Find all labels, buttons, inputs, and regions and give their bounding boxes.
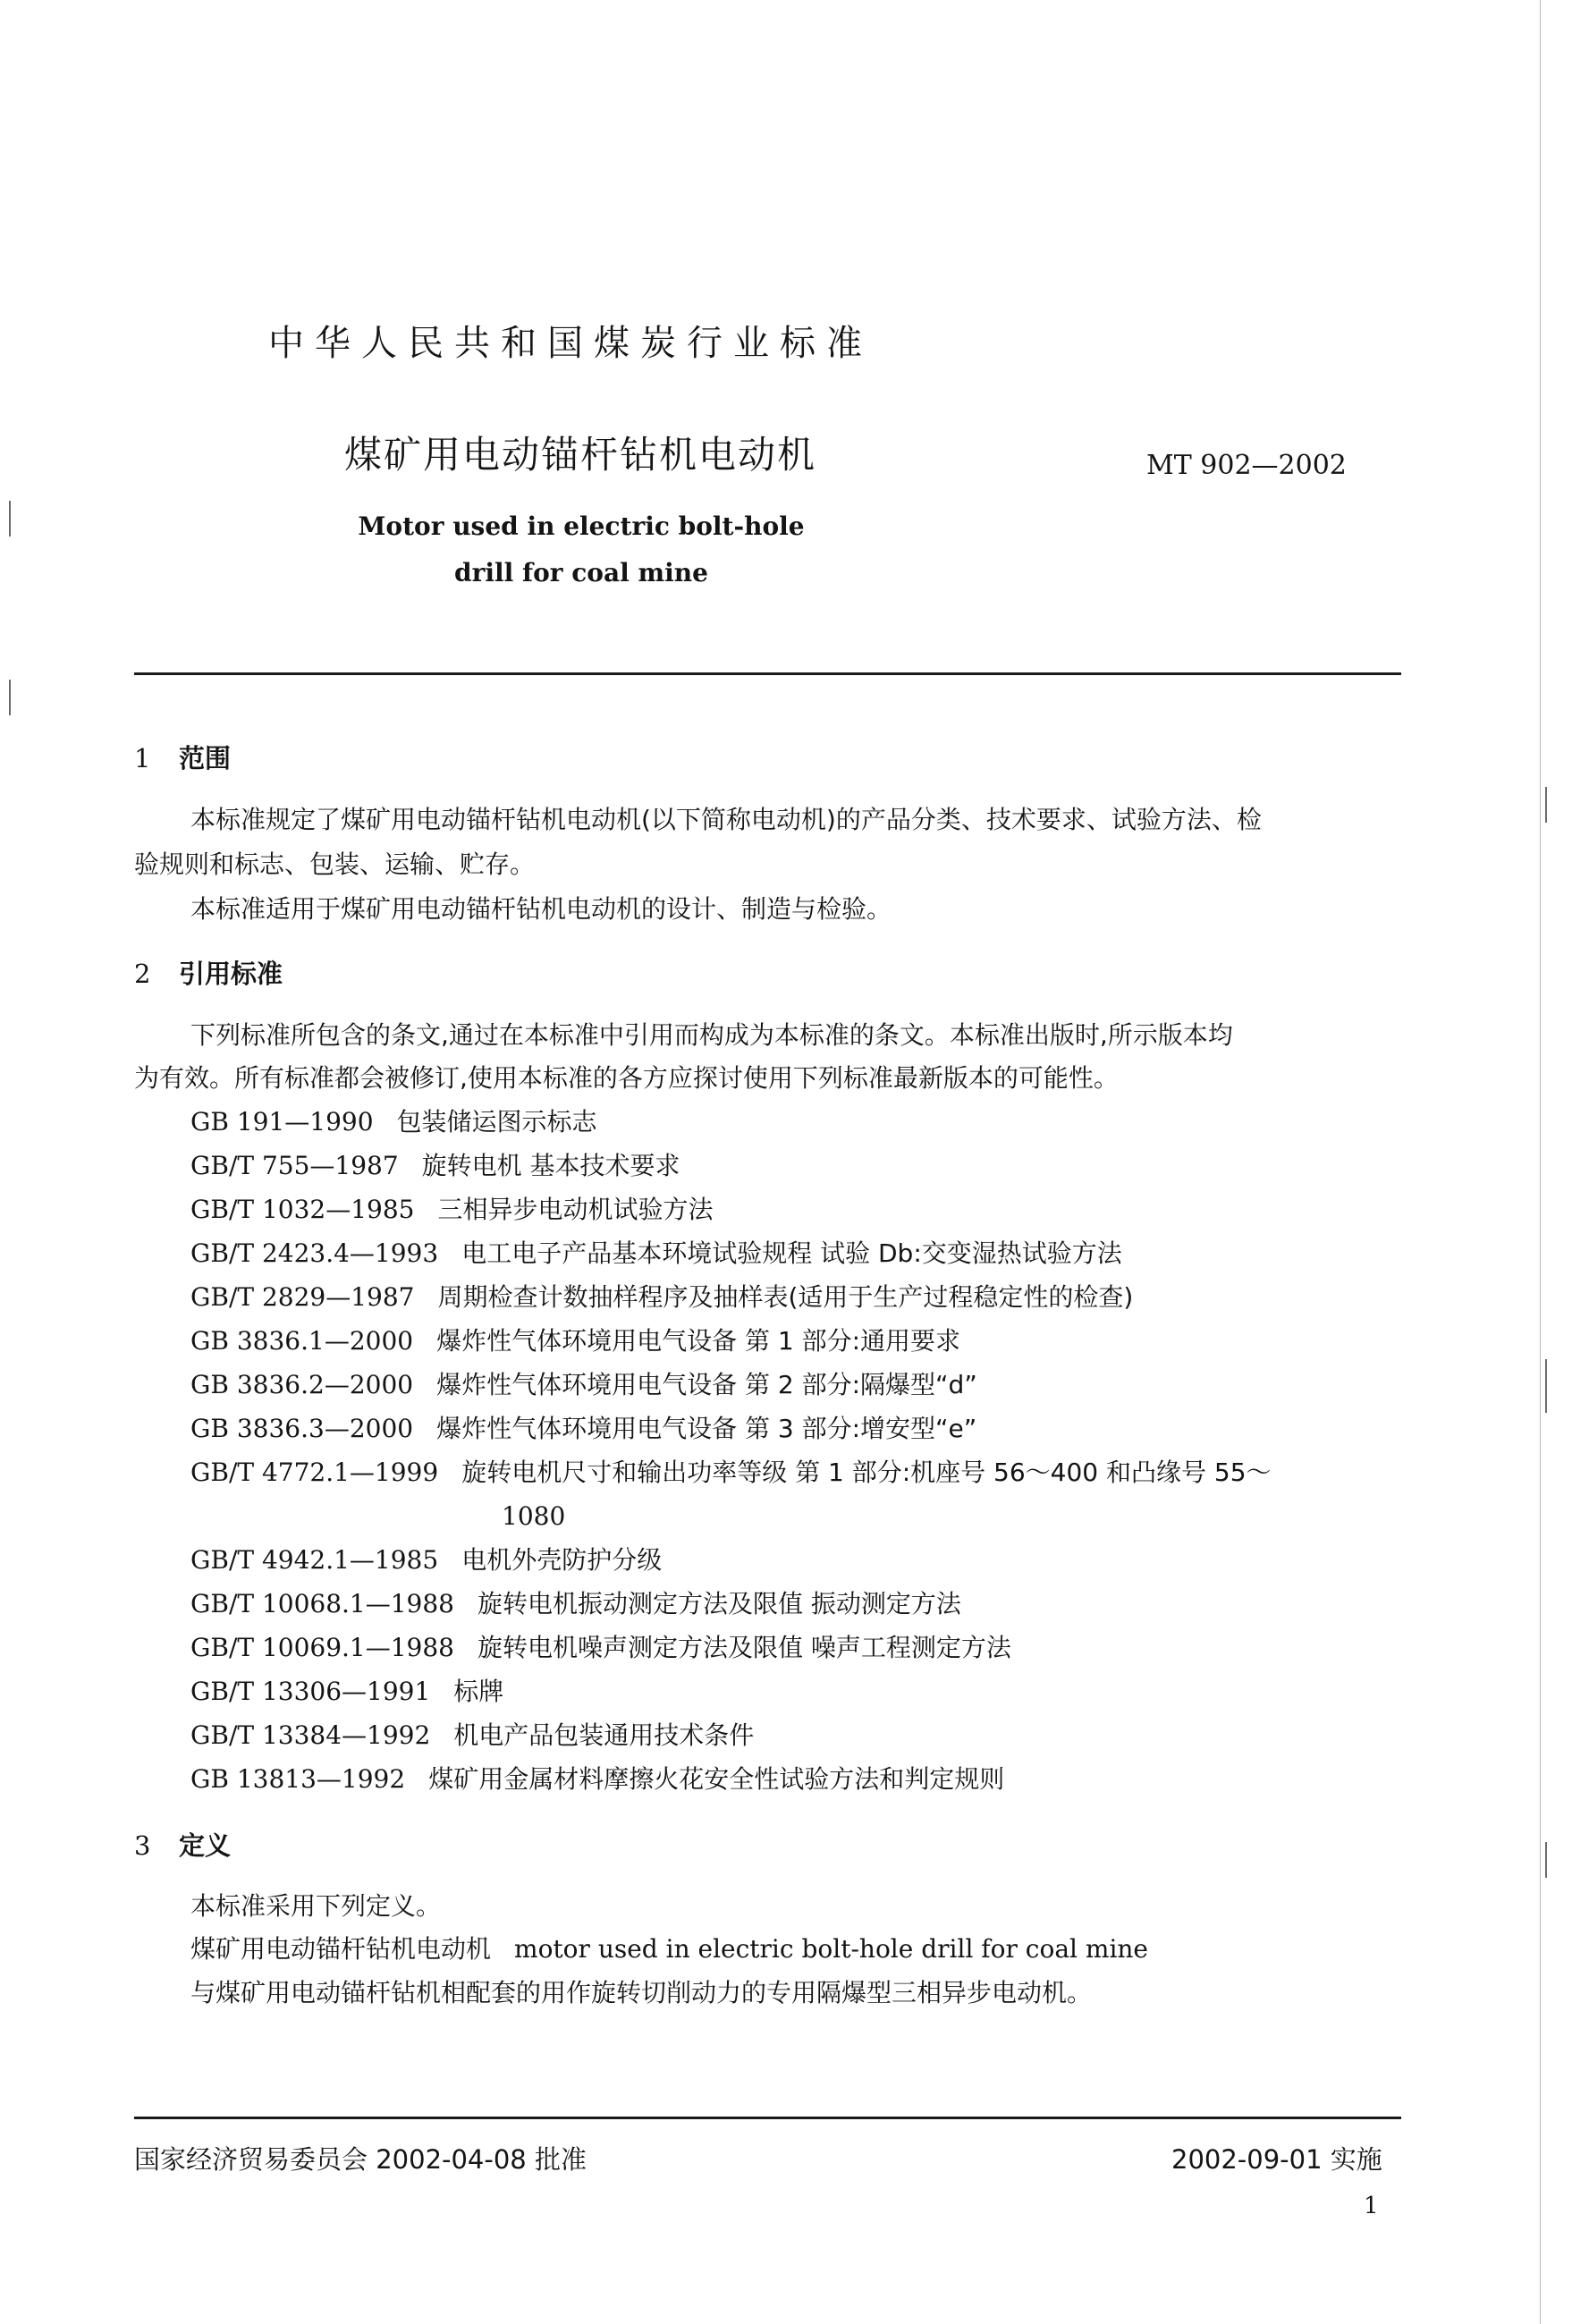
reference-code: GB/T 13384—1992 [190, 1720, 431, 1750]
scan-edge-line [1540, 0, 1541, 2324]
document-title: 煤矿用电动锚杆钻机电动机 [344, 433, 817, 477]
reference-code: GB/T 1032—1985 [190, 1195, 415, 1224]
reference-title: 机电产品包装通用技术条件 [453, 1720, 755, 1750]
reference-title: 标牌 [453, 1677, 504, 1706]
english-title-line-1: Motor used in electric bolt-hole [358, 511, 805, 541]
definition-text: 与煤矿用电动锚杆钻机相配套的用作旋转切削动力的专用隔爆型三相异步电动机。 [190, 1978, 1093, 2007]
definition-term [190, 1928, 1148, 1971]
reference-item [190, 1188, 713, 1231]
reference-title: 1080 [502, 1501, 566, 1531]
reference-item [190, 1320, 960, 1363]
section-2-intro-line-2: 为有效。所有标准都会被修订,使用本标准的各方应探讨使用下列标准最新版本的可能性。 [134, 1063, 1119, 1093]
reference-title: 旋转电机 基本技术要求 [421, 1151, 680, 1180]
reference-item [190, 1276, 1133, 1319]
approval-date: 国家经济贸易委员会 2002-04-08 批准 [134, 2144, 587, 2175]
reference-item [190, 1101, 597, 1144]
effective-date: 2002-09-01 实施 [1171, 2144, 1382, 2175]
reference-code: GB 191—1990 [190, 1107, 374, 1137]
reference-item-continuation [478, 1495, 565, 1538]
section-1-paragraph-2: 本标准适用于煤矿用电动锚杆钻机电动机的设计、制造与检验。 [190, 894, 892, 924]
reference-item [190, 1451, 1272, 1494]
reference-code: GB/T 10069.1—1988 [190, 1633, 454, 1662]
section-1-paragraph-line-2: 验规则和标志、包装、运输、贮存。 [134, 849, 536, 879]
reference-item [190, 1714, 754, 1757]
reference-code: GB/T 4942.1—1985 [190, 1545, 439, 1575]
document-number: MT 902—2002 [1146, 450, 1347, 481]
reference-title: 煤矿用金属材料摩擦火花安全性试验方法和判定规则 [428, 1764, 1005, 1794]
reference-code: GB/T 755—1987 [190, 1151, 399, 1180]
section-title: 引用标准 [179, 959, 283, 989]
section-number: 3 [134, 1830, 151, 1861]
reference-item [190, 1627, 1011, 1669]
section-1-paragraph-line-1: 本标准规定了煤矿用电动锚杆钻机电动机(以下简称电动机)的产品分类、技术要求、试验方法、检 [190, 805, 1262, 834]
reference-title: 爆炸性气体环境用电气设备 第 2 部分:隔爆型“d” [436, 1370, 977, 1399]
reference-title: 三相异步电动机试验方法 [437, 1195, 714, 1224]
term-english: motor used in electric bolt-hole drill for coal mine [514, 1934, 1148, 1964]
scan-edge-mark [9, 680, 11, 715]
footer-divider [134, 2117, 1401, 2119]
term-chinese: 煤矿用电动锚杆钻机电动机 [190, 1934, 492, 1964]
english-title-line-2: drill for coal mine [454, 558, 708, 587]
section-1-heading [134, 739, 231, 775]
reference-code: GB/T 13306—1991 [190, 1677, 431, 1706]
reference-item [190, 1232, 1122, 1275]
reference-item [190, 1407, 976, 1450]
standard-category: 中华人民共和国煤炭行业标准 [268, 323, 873, 364]
section-number: 2 [134, 959, 151, 989]
reference-title: 周期检查计数抽样程序及抽样表(适用于生产过程稳定性的检查) [437, 1282, 1134, 1312]
scan-edge-mark [1545, 1842, 1547, 1878]
reference-code: GB/T 10068.1—1988 [190, 1589, 454, 1618]
reference-title: 旋转电机尺寸和输出功率等级 第 1 部分:机座号 56～400 和凸缘号 55～ [461, 1458, 1272, 1487]
reference-code: GB/T 4772.1—1999 [190, 1458, 439, 1487]
reference-code: GB 3836.1—2000 [190, 1326, 414, 1356]
reference-title: 电机外壳防护分级 [461, 1545, 663, 1575]
reference-title: 爆炸性气体环境用电气设备 第 3 部分:增安型“e” [436, 1414, 977, 1443]
section-2-intro-line-1: 下列标准所包含的条文,通过在本标准中引用而构成为本标准的条文。本标准出版时,所示版本均 [190, 1020, 1233, 1050]
section-2-heading [134, 954, 283, 991]
scan-edge-mark [1545, 1359, 1547, 1413]
reference-title: 旋转电机噪声测定方法及限值 噪声工程测定方法 [478, 1633, 1011, 1662]
reference-code: GB/T 2423.4—1993 [190, 1238, 439, 1268]
reference-item [190, 1583, 961, 1626]
reference-code: GB/T 2829—1987 [190, 1282, 415, 1312]
reference-item [190, 1364, 977, 1407]
section-3-intro: 本标准采用下列定义。 [190, 1891, 442, 1921]
reference-item [190, 1670, 503, 1713]
section-number: 1 [134, 743, 151, 773]
reference-item [190, 1539, 662, 1582]
page-number: 1 [1364, 2193, 1379, 2219]
reference-item [190, 1145, 680, 1187]
header-divider [134, 672, 1401, 675]
section-3-heading [134, 1826, 231, 1863]
section-title: 定义 [179, 1830, 232, 1861]
reference-code: GB 13813—1992 [190, 1764, 406, 1794]
reference-title: 旋转电机振动测定方法及限值 振动测定方法 [478, 1589, 961, 1618]
scan-edge-mark [1545, 787, 1547, 823]
scan-edge-mark [9, 501, 11, 537]
reference-title: 电工电子产品基本环境试验规程 试验 Db:交变湿热试验方法 [461, 1238, 1122, 1268]
reference-title: 爆炸性气体环境用电气设备 第 1 部分:通用要求 [436, 1326, 961, 1356]
reference-title: 包装储运图示标志 [396, 1107, 597, 1137]
reference-item [190, 1758, 1004, 1801]
reference-code: GB 3836.3—2000 [190, 1414, 414, 1443]
section-title: 范围 [179, 743, 232, 773]
reference-code: GB 3836.2—2000 [190, 1370, 414, 1399]
